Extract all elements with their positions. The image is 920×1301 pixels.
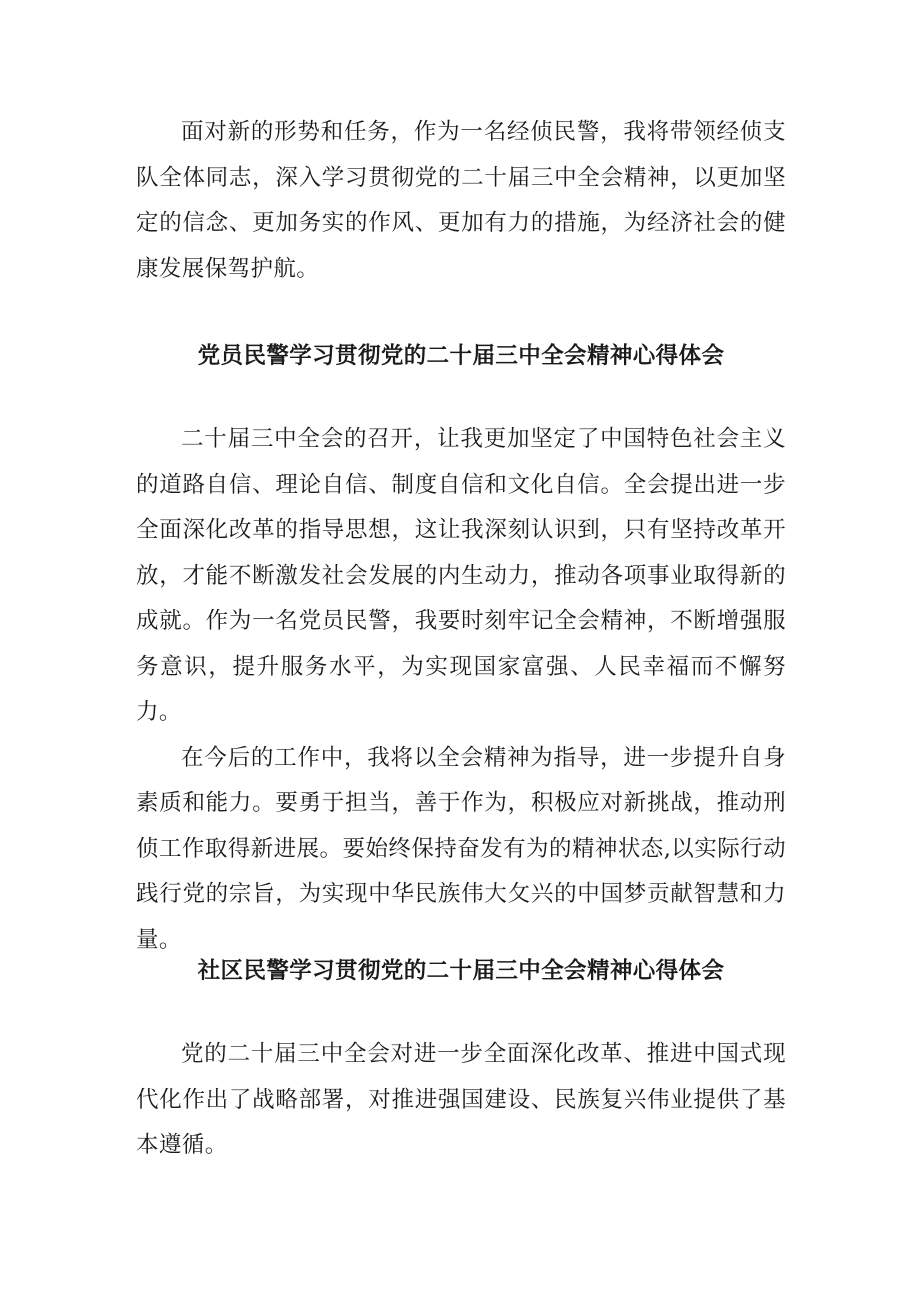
section-heading-party-member-police: 党员民警学习贯彻党的二十届三中全会精神心得体会 [197,343,725,369]
paragraph: 二十届三中全会的召开，让我更加坚定了中国特色社会主义的道路自信、理论自信、制度自信和文化自信。全会提出进一步全面深化改革的指导思想，这让我深刻认识到，只有坚持改革开放，才能不断激发社会发展的内生动力，推动各项事业取得新的成就。作为一名党员民警，我要时刻牢记全会精神，不断增强服务意识，提升服务水平，为实现国家富强、人民幸福而不懈努力。 [136,426,786,725]
paragraph: 面对新的形势和任务，作为一名经侦民警，我将带领经侦支队全体同志，深入学习贯彻党的二十届三中全会精神，以更加坚定的信念、更加务实的作风、更加有力的措施，为经济社会的健康发展保驾护航。 [136,119,786,282]
section-intro [136,110,786,292]
section-party-member-police [136,417,786,963]
section-community-police [136,1032,786,1169]
paragraph: 党的二十届三中全会对进一步全面深化改革、推进中国式现代化作出了战略部署，对推进强国建设、民族复兴伟业提供了基本遵循。 [136,1041,786,1158]
section-heading-community-police: 社区民警学习贯彻党的二十届三中全会精神心得体会 [197,958,725,984]
paragraph: 在今后的工作中，我将以全会精神为指导，进一步提升自身素质和能力。要勇于担当，善于作为，积极应对新挑战，推动刑侦工作取得新进展。要始终保持奋发有为的精神状态,以实际行动践行党的宗旨，为实现中华民族伟大攵兴的中国梦贡献智慧和力量。 [136,744,786,953]
